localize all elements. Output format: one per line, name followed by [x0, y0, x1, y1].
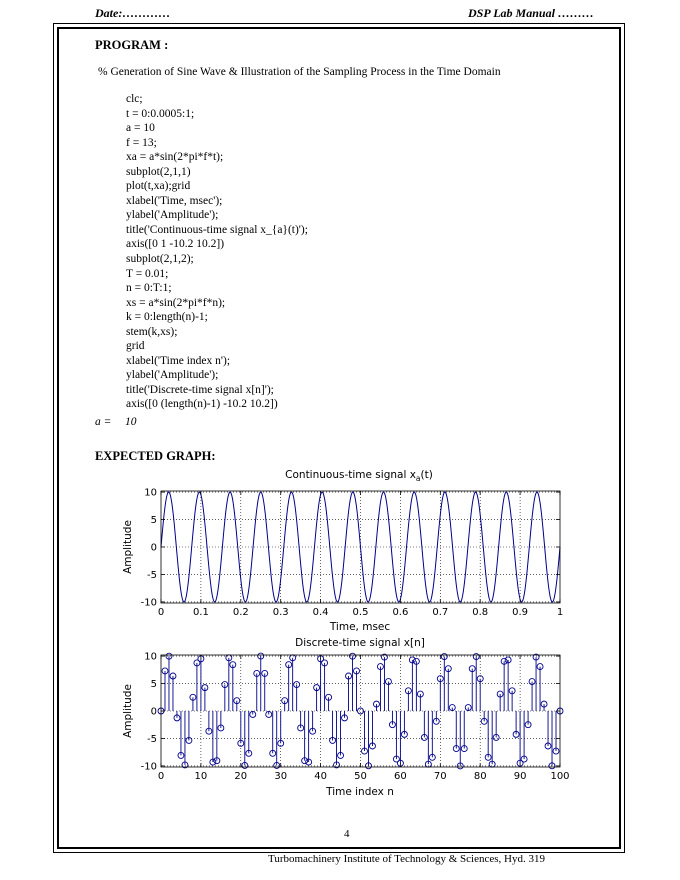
- plot2-xtick-label: 90: [513, 771, 527, 782]
- code-line: xa = a*sin(2*pi*f*t);: [126, 151, 224, 164]
- plot1-xtick-label: 0.5: [352, 607, 369, 618]
- plot2-ytick-label: 10: [144, 651, 157, 663]
- plot2-xtick-label: 100: [550, 771, 570, 782]
- plot1-xtick-label: 0.4: [312, 607, 329, 618]
- plot2-xtick-label: 20: [234, 771, 248, 782]
- output-value: 10: [125, 416, 137, 428]
- plot2-xtick-label: 40: [314, 771, 327, 782]
- plot1-xtick-label: 0.9: [512, 607, 529, 618]
- header-manual-title: DSP Lab Manual ………: [468, 6, 594, 20]
- plot1-ytick-label: 5: [150, 515, 157, 527]
- plot2-xtick-label: 50: [354, 771, 367, 782]
- page-number: 4: [344, 828, 350, 840]
- code-line: title('Continuous-time signal x_{a}(t)');: [126, 223, 308, 236]
- plot1-xtick-label: 0.7: [432, 607, 449, 618]
- code-line: ylabel('Amplitude');: [126, 209, 219, 222]
- footer-institution: Turbomachinery Institute of Technology & Sciences, Hyd. 319: [268, 853, 545, 865]
- code-line: stem(k,xs);: [126, 325, 178, 338]
- header-date: Date:…………: [95, 6, 171, 20]
- plot2-xtick-label: 80: [473, 771, 487, 782]
- expected-graph-heading: EXPECTED GRAPH:: [95, 449, 216, 463]
- plot2-xlabel: Time index n: [326, 786, 394, 798]
- plot2-xtick-label: 70: [433, 771, 447, 782]
- plot1-ytick-label: 0: [150, 542, 157, 554]
- plot2-xtick-label: 0: [157, 771, 165, 782]
- plot2-ytick-label: -5: [147, 733, 157, 745]
- plot1-ytick-label: 10: [144, 487, 157, 499]
- plot1-xtick-label: 0.2: [232, 607, 249, 618]
- plot2-title: Discrete-time signal x[n]: [295, 637, 425, 649]
- code-line: clc;: [126, 93, 143, 105]
- plot1-ytick-label: -10: [140, 597, 157, 609]
- program-heading: PROGRAM :: [95, 38, 169, 52]
- program-description: % Generation of Sine Wave & Illustration of the Sampling Process in the Time Domain: [98, 66, 501, 78]
- plot1-title: Continuous-time signal $x_a(t)$: [285, 469, 433, 483]
- plot2-ticks: [141, 652, 570, 782]
- plot2-ytick-label: -10: [140, 761, 157, 773]
- code-line: title('Discrete-time signal x[n]');: [126, 383, 274, 396]
- output-variable: a =: [95, 416, 112, 428]
- plot2-xtick-label: 60: [394, 771, 407, 782]
- plot1-xtick-label: 0.1: [192, 607, 209, 618]
- code-line: ylabel('Amplitude');: [126, 369, 219, 382]
- code-line: plot(t,xa);grid: [126, 180, 191, 193]
- code-line: t = 0:0.0005:1;: [126, 107, 195, 120]
- code-line: xlabel('Time, msec');: [126, 194, 223, 207]
- plot1-xtick-label: 1: [556, 607, 564, 618]
- plot1-ytick-label: -5: [147, 569, 157, 581]
- plot2-ytick-label: 5: [150, 679, 157, 691]
- code-line: xlabel('Time index n');: [126, 354, 231, 367]
- plot1-ylabel: Amplitude: [122, 520, 134, 574]
- code-line: axis([0 1 -10.2 10.2]): [126, 238, 225, 251]
- code-line: k = 0:length(n)-1;: [126, 311, 208, 324]
- plot2-xtick-label: 30: [274, 771, 288, 782]
- plot1-xtick-label: 0.6: [392, 607, 409, 618]
- code-line: subplot(2,1,1): [126, 165, 191, 178]
- plot2-xtick-label: 10: [194, 771, 208, 782]
- code-line: grid: [126, 340, 145, 353]
- code-line: a = 10: [126, 122, 155, 135]
- plot1-ticks: [141, 488, 564, 618]
- plot2-ytick-label: 0: [150, 706, 157, 718]
- code-line: axis([0 (length(n)-1) -10.2 10.2]): [126, 398, 278, 411]
- code-line: xs = a*sin(2*pi*f*n);: [126, 296, 226, 309]
- code-line: f = 13;: [126, 136, 157, 149]
- code-line: subplot(2,1,2);: [126, 253, 194, 266]
- plot2-ylabel: Amplitude: [122, 684, 134, 738]
- plot1-xlabel: Time, msec: [329, 621, 391, 633]
- code-line: T = 0.01;: [126, 267, 169, 280]
- plot1-xtick-label: 0.8: [472, 607, 489, 618]
- plot1-xtick-label: 0.3: [272, 607, 289, 618]
- code-line: n = 0:T:1;: [126, 282, 172, 295]
- plot1-xtick-label: 0: [157, 607, 165, 618]
